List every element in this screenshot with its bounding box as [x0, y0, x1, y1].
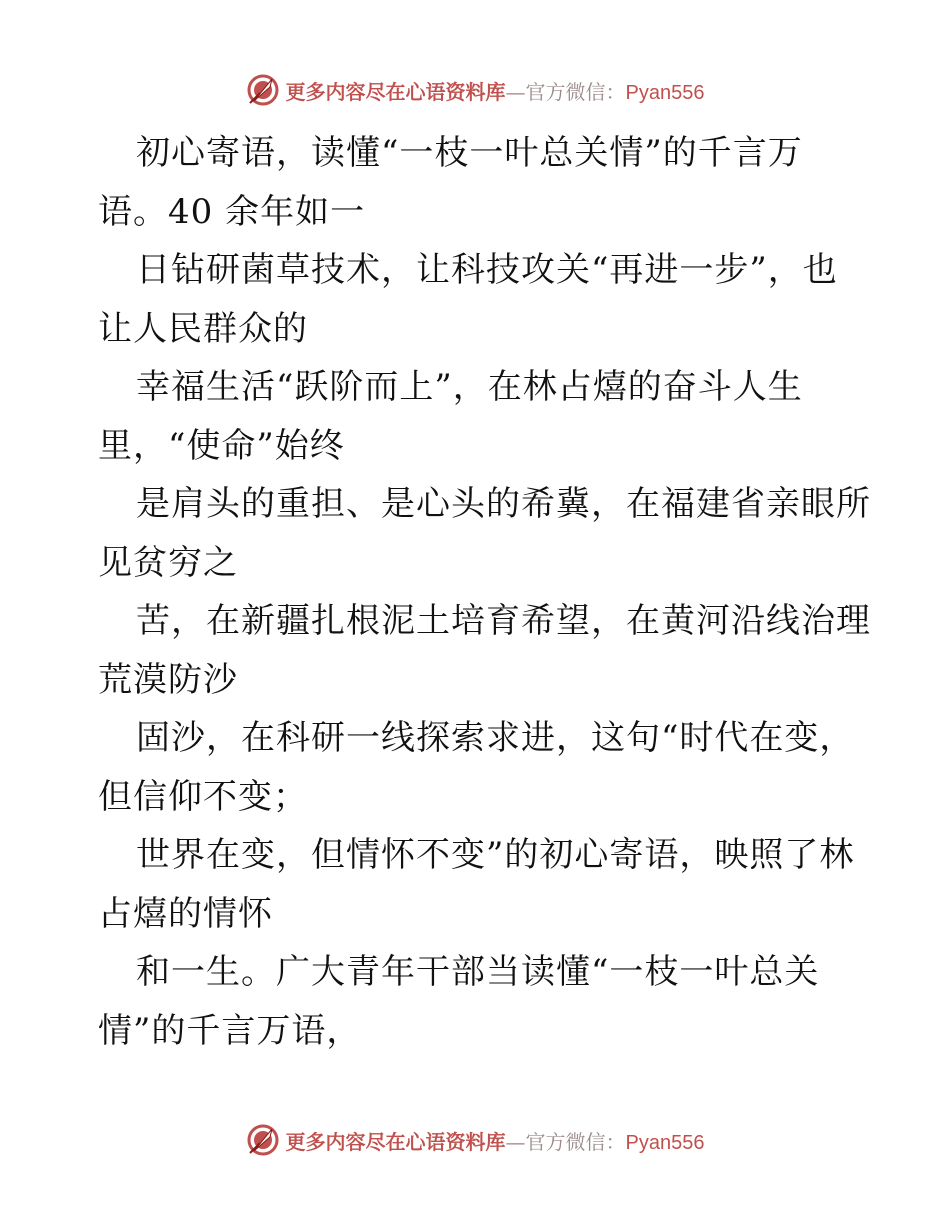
text-line: 初心寄语，读懂“一枝一叶总关情”的千言万 — [136, 133, 803, 173]
text-line: 固沙，在科研一线探索求进，这句“时代在变， — [136, 718, 855, 758]
watermark-brand: 更多内容尽在心语资料库 — [285, 79, 506, 104]
text-line: 幸福生活“跃阶而上”，在林占熺的奋斗人生 — [136, 367, 803, 407]
header-watermark — [0, 72, 950, 108]
watermark-wechat-id: Pyan556 — [625, 81, 705, 104]
text-line: 日钻研菌草技术，让科技攻关“再进一步”，也 — [136, 250, 838, 290]
text-line: 和一生。广大青年干部当读懂“一枝一叶总关 — [136, 952, 820, 992]
text-line: 让人民群众的 — [98, 308, 308, 349]
text-line: 占熺的情怀 — [98, 893, 273, 934]
text-line: 但信仰不变； — [98, 776, 308, 817]
watermark-dash: — — [505, 79, 526, 104]
text-line: 见贫穷之 — [98, 542, 238, 583]
text-line: 荒漠防沙 — [98, 659, 238, 700]
watermark-text — [286, 1126, 705, 1155]
text-line: 情”的千言万语， — [98, 1010, 362, 1051]
text-line: 是肩头的重担、是心头的希冀，在福建省亲眼所 — [136, 484, 871, 524]
text-line: 里，“使命”始终 — [98, 425, 345, 466]
text-line: 世界在变，但情怀不变”的初心寄语，映照了林 — [136, 835, 855, 875]
footer-watermark — [0, 1122, 950, 1158]
watermark-wechat-label: 官方微信： — [525, 1129, 626, 1154]
watermark-text — [286, 76, 705, 105]
quill-logo-icon — [246, 73, 280, 107]
quill-logo-icon — [246, 1123, 280, 1157]
text-line: 苦，在新疆扎根泥土培育希望，在黄河沿线治理 — [136, 601, 871, 641]
watermark-wechat-id: Pyan556 — [625, 1131, 705, 1154]
watermark-dash: — — [505, 1129, 526, 1154]
watermark-brand: 更多内容尽在心语资料库 — [285, 1129, 506, 1154]
text-line: 语。40 余年如一 — [98, 191, 366, 232]
watermark-wechat-label: 官方微信： — [525, 79, 626, 104]
document-body — [98, 124, 871, 1060]
